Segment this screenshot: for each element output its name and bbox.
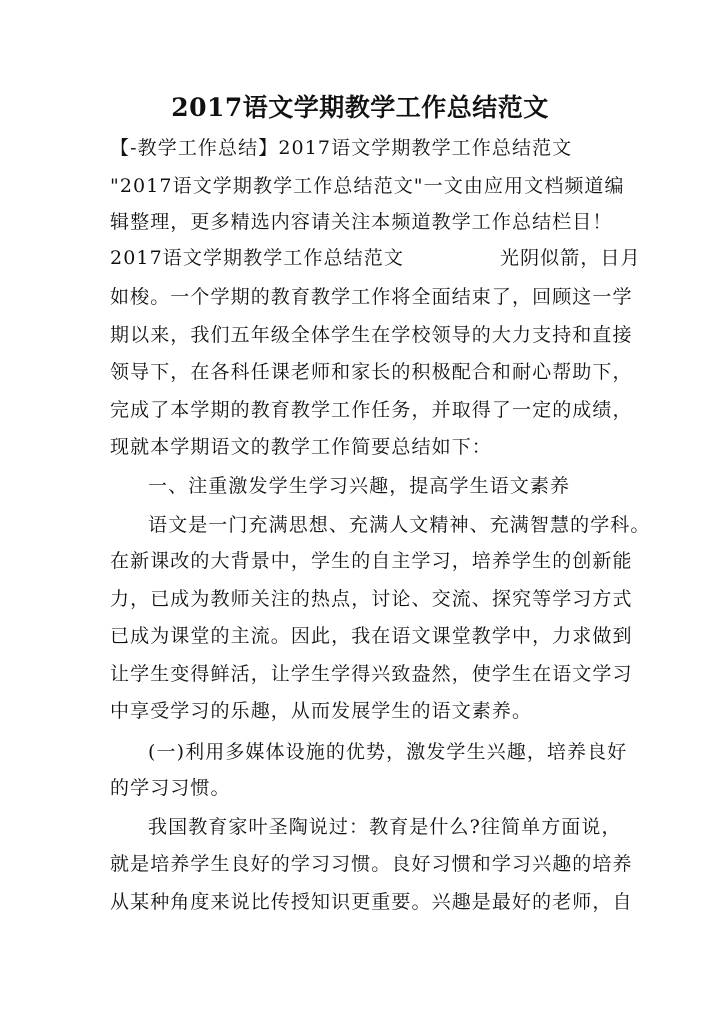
text-line-7: 领导下，在各科任课老师和家长的积极配合和耐心帮助下， [110,361,633,383]
text-line-6: 期以来，我们五年级全体学生在学校领导的大力支持和直接 [110,324,633,346]
text-line-9: 现就本学期语文的教学工作简要总结如下： [110,436,492,458]
text-line-5: 如梭。一个学期的教育教学工作将全面结束了，回顾这一学 [110,286,633,308]
paragraph-line-3: 力，已成为教师关注的热点，讨论、交流、探究等学习方式 [110,588,633,610]
text-line-4-part-2: 光阴似箭，日月 [499,247,641,269]
paragraph-line-4: 已成为课堂的主流。因此，我在语文课堂教学中，力求做到 [110,625,633,647]
subsection-heading-1: (一)利用多媒体设施的优势，激发学生兴趣，培养良好 [148,741,628,763]
text-line-4-part-1: 2017语文学期教学工作总结范文 [110,247,404,269]
paragraph-line-5: 让学生变得鲜活，让学生学得兴致盎然，使学生在语文学习 [110,663,633,685]
text-line-3: 辑整理，更多精选内容请关注本频道教学工作总结栏目！ [110,211,613,233]
paragraph-line-1: 语文是一门充满思想、充满人文精神、充满智慧的学科。 [148,514,651,536]
document-title: 2017语文学期教学工作总结范文 [171,93,549,122]
text-line-2: "2017语文学期教学工作总结范文"一文由应用文档频道编 [110,175,625,197]
paragraph2-line-3: 从某种角度来说比传授知识更重要。兴趣是最好的老师，自 [110,891,633,913]
text-line-8: 完成了本学期的教育教学工作任务，并取得了一定的成绩， [110,399,633,421]
paragraph-line-2: 在新课改的大背景中，学生的自主学习，培养学生的创新能 [110,550,633,572]
paragraph2-line-1: 我国教育家叶圣陶说过：教育是什么?往简单方面说， [148,816,622,838]
section-heading-1: 一、注重激发学生学习兴趣，提高学生语文素养 [148,475,571,497]
text-line-1: 【-教学工作总结】2017语文学期教学工作总结范文 [110,137,573,159]
paragraph-line-6: 中享受学习的乐趣，从而发展学生的语文素养。 [110,700,533,722]
subsection-heading-1-cont: 的学习习惯。 [110,777,231,799]
paragraph2-line-2: 就是培养学生良好的学习习惯。良好习惯和学习兴趣的培养 [110,853,633,875]
text-line-4 [110,245,641,271]
